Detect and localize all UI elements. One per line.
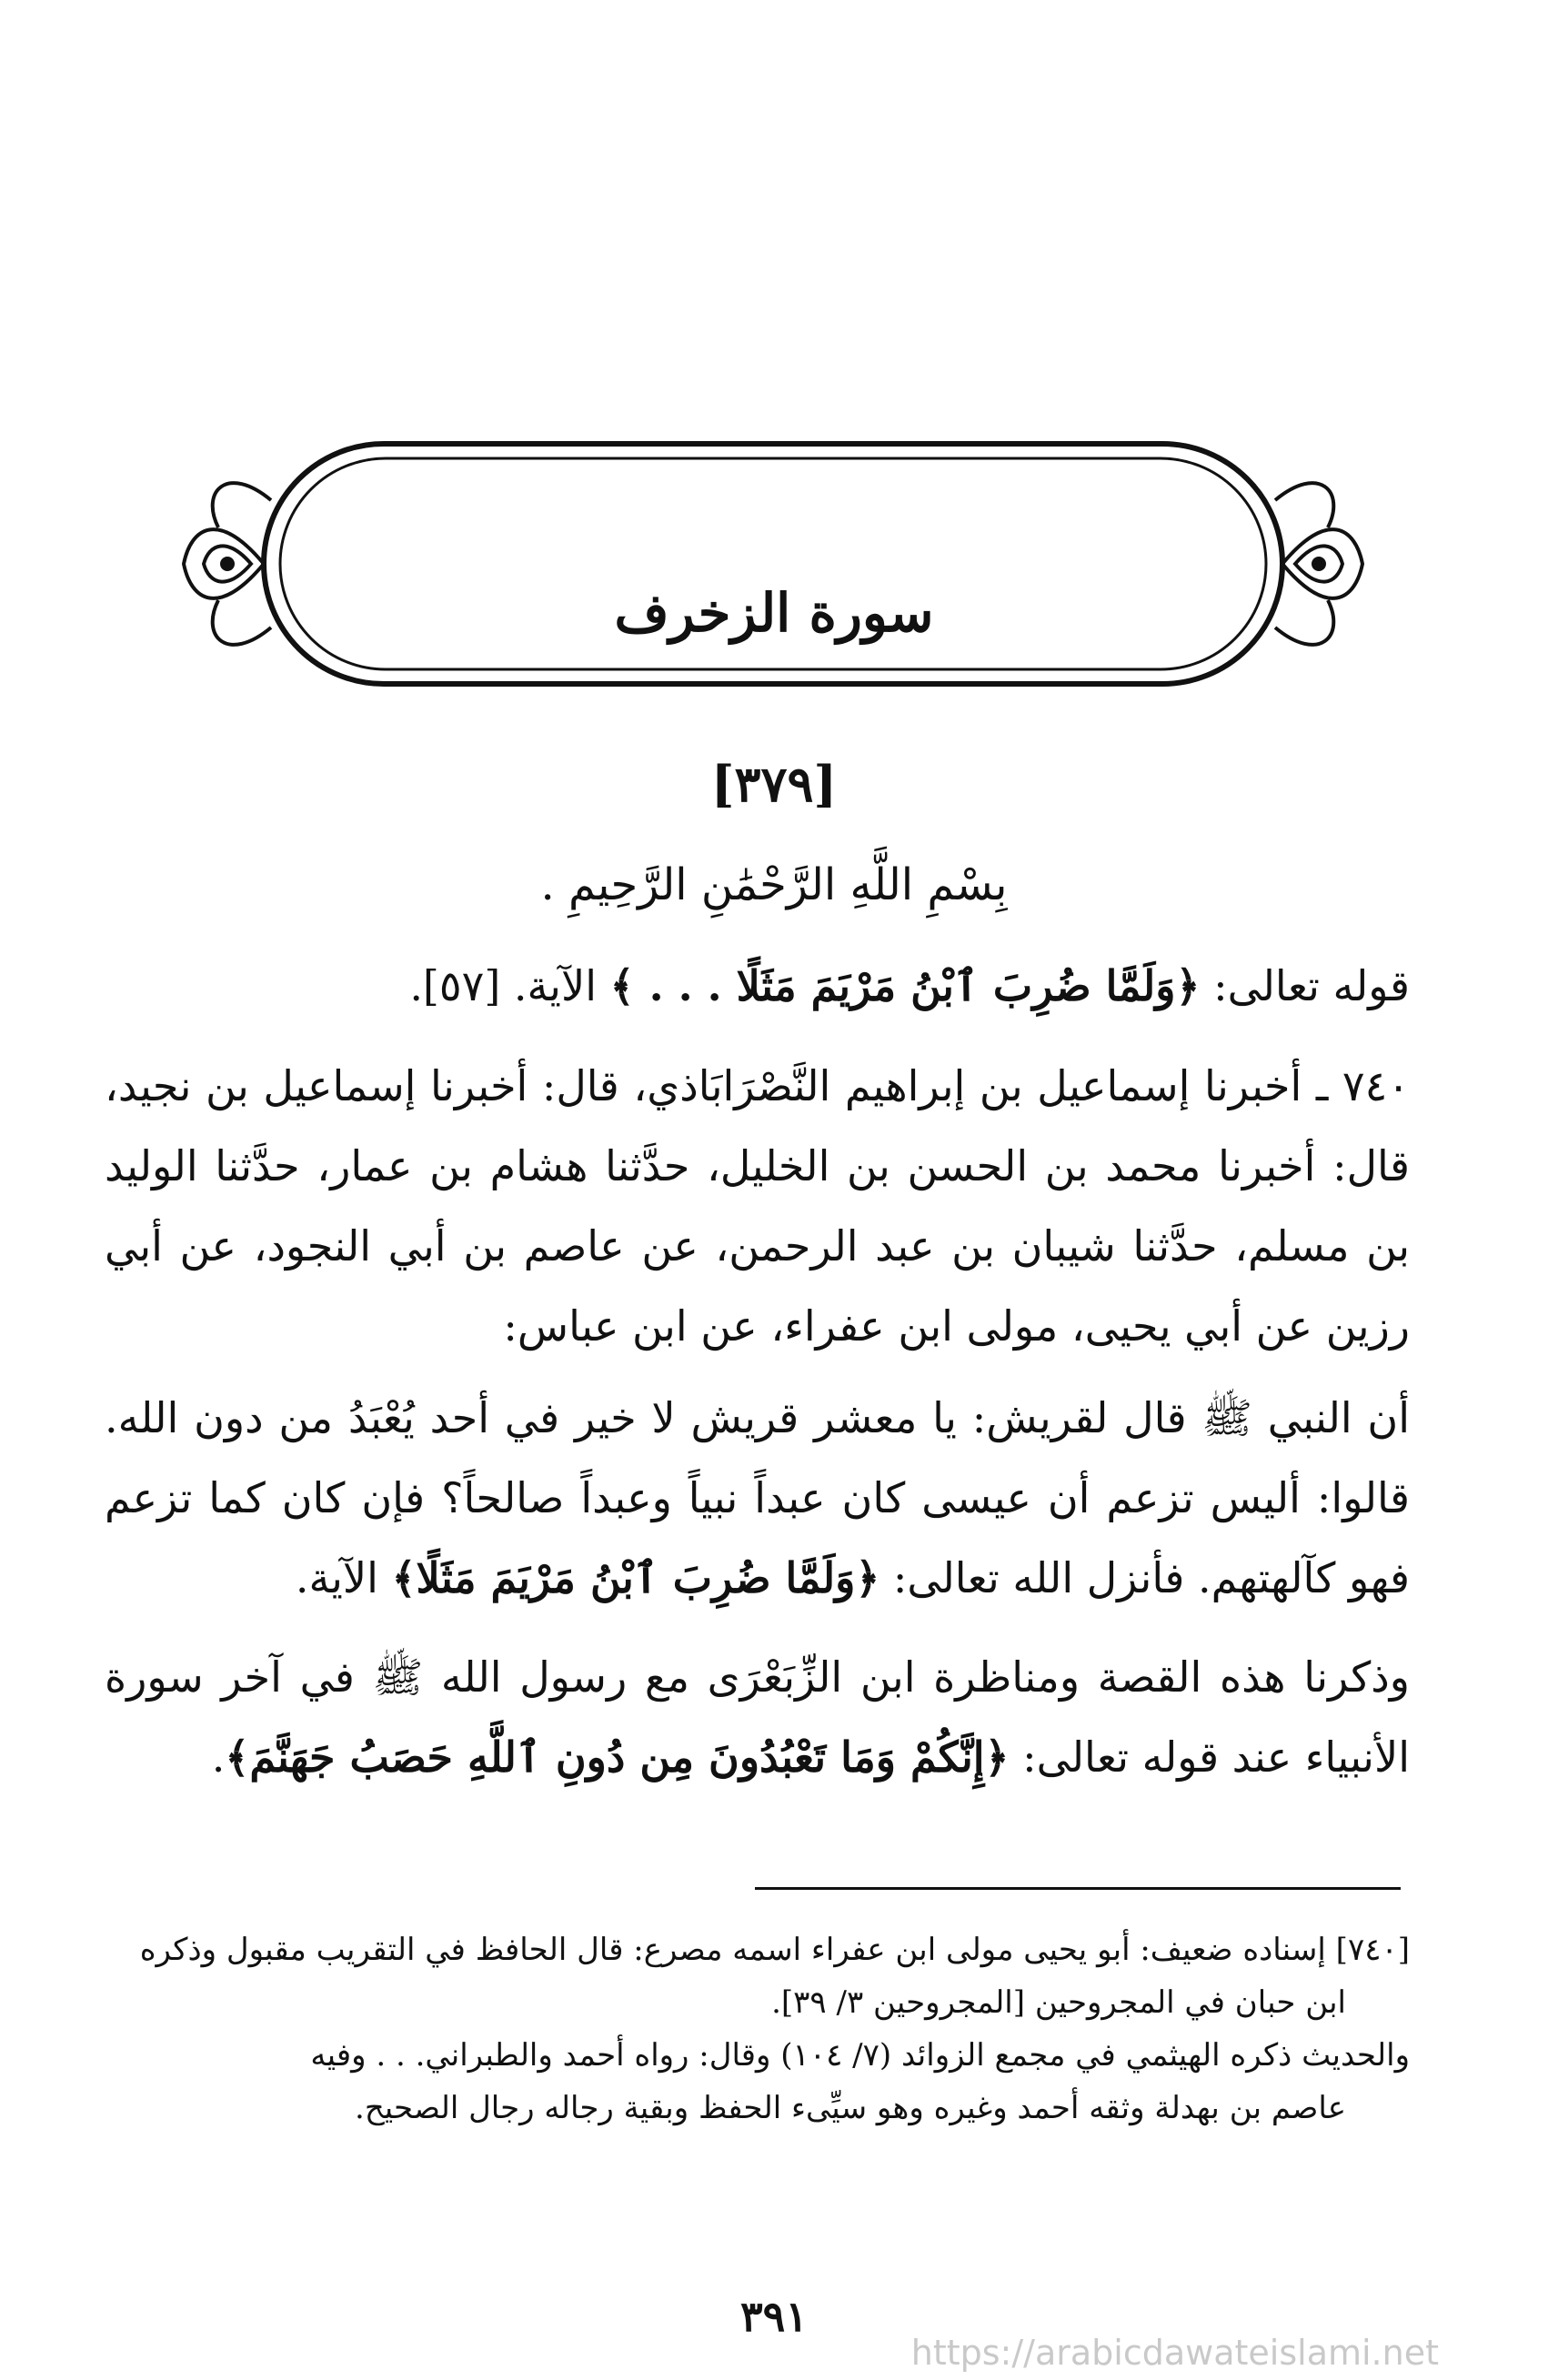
hadith-quran-quote: ﴿وَلَمَّا ضُرِبَ ٱبْنُ مَرْيَمَ مَثَلًا﴾: [391, 1553, 880, 1602]
verse-prefix: قوله تعالى:: [1200, 961, 1410, 1010]
surah-title: سورة الزخرف: [614, 582, 934, 644]
verse-reference: [105, 946, 1478, 1026]
footnote-1-line: [٧٤٠] إسناده ضعيف: أبو يحيى مولى ابن عفراء اسمه مصرع: قال الحافظ في التقريب مقبول وذكره: [139, 1932, 1410, 1968]
hadith-text-part1: أن النبي ﷺ قال لقريش: يا معشر قريش لا خير في أحد يُعْبَدُ من دون الله. قالوا: أليس تزعم أن عيسى كان عبداً نبياً وعبداً صالحاً؟ فإن كان كما تزعم فهو كآلهتهم. فأنزل الله تعالى:: [105, 1393, 1410, 1602]
hadith-chain: ٧٤٠ ـ أخبرنا إسماعيل بن إبراهيم النَّصْرَابَاذي، قال: أخبرنا إسماعيل بن نجيد، قال: أخبرنا محمد بن الحسن بن الخليل، حدَّثنا هشام بن عمار، حدَّثنا الوليد بن مسلم، حدَّثنا شيبان بن عبد الرحمن، عن عاصم بن أبي النجود، عن أبي رزين عن أبي يحيى، مولى ابن عفراء، عن ابن عباس:: [105, 1061, 1410, 1351]
mention-quran-quote: ﴿إِنَّكُمْ وَمَا تَعْبُدُونَ مِن دُونِ ٱللَّهِ حَصَبُ جَهَنَّمَ﴾: [225, 1732, 1010, 1782]
footnote-separator: [755, 1887, 1401, 1890]
footnote-2-continuation: عاصم بن بهدلة وثقه أحمد وغيره وهو سيِّىء الحفظ وبقية رجاله رجال الصحيح.: [355, 2090, 1346, 2126]
footnotes: [105, 1923, 1410, 2134]
mention-part1: وذكرنا هذه القصة ومناظرة ابن الزِّبَعْرَى مع رسول الله ﷺ في آخر سورة الأنبياء عند قوله تعالى:: [105, 1652, 1410, 1782]
hadith-text: [105, 1378, 1410, 1618]
hadith-text-part2: الآية.: [295, 1553, 392, 1602]
ornamental-frame-icon: [164, 427, 1382, 700]
footnote-2-line: والحديث ذكره الهيثمي في مجمع الزوائد (٧/ ١٠٤) وقال: رواه أحمد والطبراني. . . وفيه: [310, 2037, 1410, 2074]
surah-title-frame: [164, 427, 1382, 700]
section-number: [٣٧٩]: [710, 755, 838, 813]
verse-quran-quote: ﴿وَلَمَّا ضُرِبَ ٱبْنُ مَرْيَمَ مَثَلًا . . . ﴾: [609, 961, 1201, 1010]
verse-suffix: الآية. [٥٧].: [409, 961, 610, 1010]
mention-part2: .: [211, 1732, 226, 1782]
footnote-1-continuation: ابن حبان في المجروحين [المجروحين ٣/ ٣٩].: [771, 1984, 1346, 2021]
basmala: بِسْمِ اللَّهِ الرَّحْمَٰنِ الرَّحِيمِ .: [540, 859, 1008, 910]
watermark-url: https://arabicdawateislami.net: [910, 2333, 1439, 2373]
page-number: ٣٩١: [739, 2292, 809, 2341]
mention-paragraph: [105, 1637, 1410, 1797]
